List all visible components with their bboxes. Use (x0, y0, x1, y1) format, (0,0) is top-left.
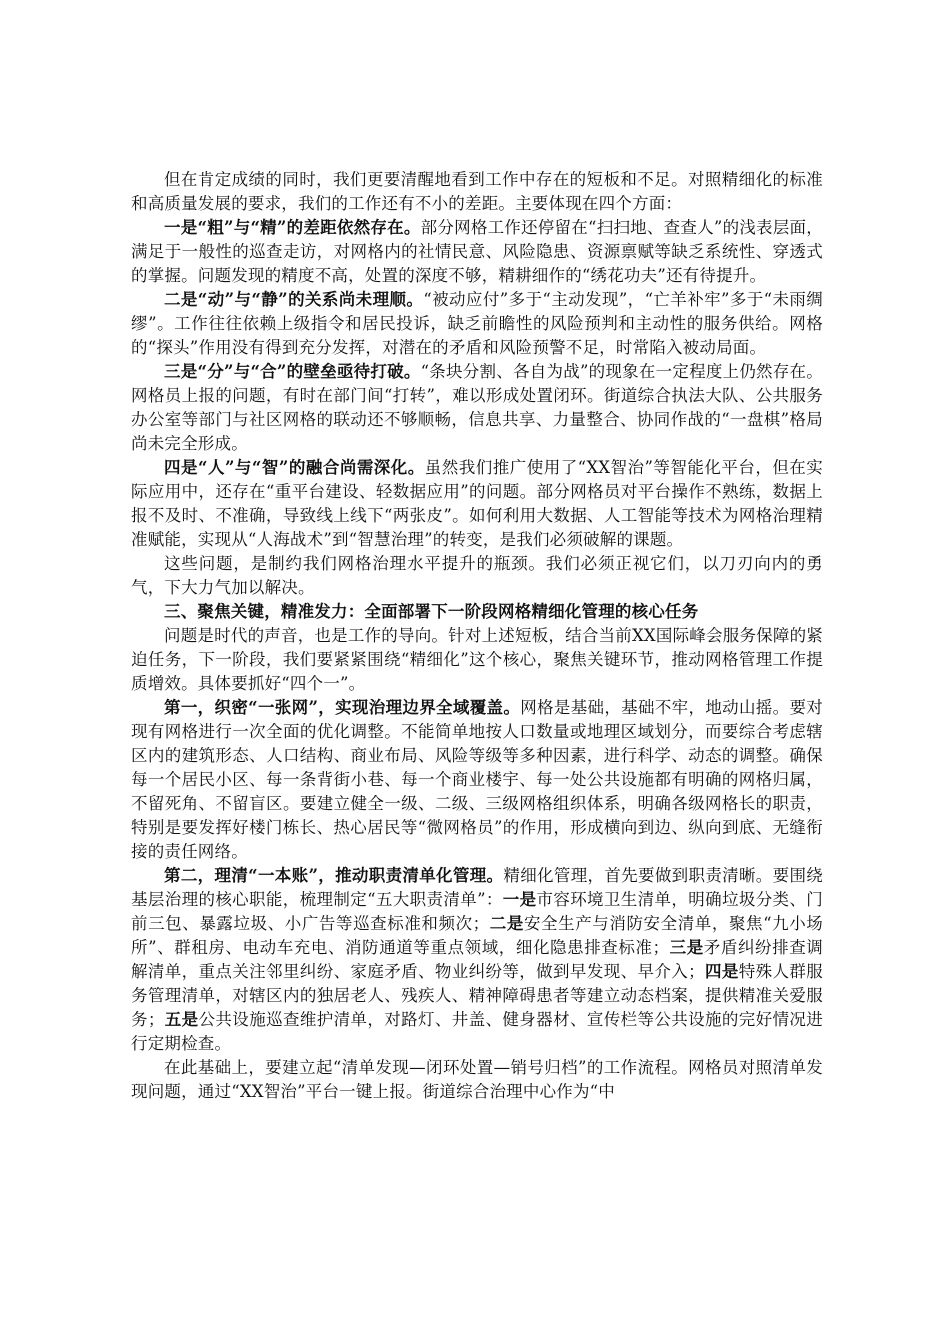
paragraph-shortcomings-intro: 但在肯定成绩的同时，我们更要清醒地看到工作中存在的短板和不足。对照精细化的标准和高质量发展的要求，我们的工作还有不小的差距。主要体现在四个方面： (131, 170, 823, 213)
task-one-body: 网格是基础，基础不牢，地动山摇。要对现有网格进行一次全面的优化调整。不能简单地按人口数量或地理区域划分，而要综合考虑辖区内的建筑形态、人口结构、商业布局、风险等级等多种因素，进行科学、动态的调整。确保每一个居民小区、每一条背街小巷、每一个商业楼宇、每一处公共设施都有明确的网格归属，不留死角、不留盲区。要建立健全一级、二级、三级网格组织体系，明确各级网格长的职责，特别是要发挥好楼门栋长、热心居民等“微网格员”的作用，形成横向到边、纵向到底、无缝衔接的责任网络。 (131, 698, 823, 861)
list-keyword-four: 四是 (704, 962, 739, 981)
list-item-three: 矛盾纠纷排查调解清单，重点关注邻里纠纷、家庭矛盾、物业纠纷等，做到早发现、早介入； (131, 938, 823, 981)
paragraph-point-two (131, 288, 823, 360)
list-item-one: 市容环境卫生清单，明确垃圾分类、门前三包、暴露垃圾、小广告等巡查标准和频次； (131, 890, 823, 933)
paragraph-task-two (131, 864, 823, 1056)
list-keyword-five: 五是 (164, 1010, 199, 1029)
list-keyword-one: 一是 (502, 890, 537, 909)
list-item-two: 安全生产与消防安全清单，聚焦“九小场所”、群租房、电动车充电、消防通道等重点领域，细化隐患排查标准； (131, 914, 823, 957)
list-item-four: 特殊人群服务管理清单，对辖区内的独居老人、残疾人、精神障碍患者等建立动态档案，提供精准关爱服务； (131, 962, 823, 1029)
paragraph-point-one (131, 216, 823, 288)
point-two-body: “被动应付”多于“主动发现”，“亡羊补牢”多于“未雨绸缪”。工作往往依赖上级指令和居民投诉，缺乏前瞻性的风险预判和主动性的服务供给。网格的“探头”作用没有得到充分发挥，对潜在的矛盾和风险预警不足，时常陷入被动局面。 (131, 290, 823, 357)
point-one-lead: 一是“粗”与“精”的差距依然存在。 (164, 218, 421, 237)
list-item-five: 公共设施巡查维护清单，对路灯、井盖、健身器材、宣传栏等公共设施的完好情况进行定期检查。 (131, 1010, 823, 1053)
paragraph-bottleneck: 这些问题，是制约我们网格治理水平提升的瓶颈。我们必须正视它们，以刀刃向内的勇气，下大力气加以解决。 (131, 554, 823, 597)
task-two-body-a: 精细化管理，首先要做到职责清晰。要围绕基层治理的核心职能，梳理制定“五大职责清单”： (131, 866, 823, 909)
point-four-body: 虽然我们推广使用了“XX智治”等智能化平台，但在实际应用中，还存在“重平台建设、轻数据应用”的问题。部分网格员对平台操作不熟练，数据上报不及时、不准确，导致线上线下“两张皮”。如何利用大数据、人工智能等技术为网格治理精准赋能，实现从“人海战术”到“智慧治理”的转变，是我们必须破解的课题。 (131, 458, 823, 549)
list-keyword-two: 二是 (489, 914, 524, 933)
point-one-body: 部分网格工作还停留在“扫扫地、查查人”的浅表层面，满足于一般性的巡查走访，对网格内的社情民意、风险隐患、资源禀赋等缺乏系统性、穿透式的掌握。问题发现的精度不高，处置的深度不够，精耕细作的“绣花功夫”还有待提升。 (131, 218, 823, 285)
point-three-lead: 三是“分”与“合”的壁垒亟待打破。 (164, 362, 421, 381)
task-two-lead: 第二，理清“一本账”，推动职责清单化管理。 (164, 866, 504, 885)
document-body (131, 168, 823, 1104)
paragraph-section-intro: 问题是时代的声音，也是工作的导向。针对上述短板，结合当前XX国际峰会服务保障的紧迫任务，下一阶段，我们要紧紧围绕“精细化”这个核心，聚焦关键环节，推动网格管理工作提质增效。具体要抓好“四个一”。 (131, 626, 823, 693)
paragraph-point-four (131, 456, 823, 552)
point-two-lead: 二是“动”与“静”的关系尚未理顺。 (164, 290, 424, 309)
point-four-lead: 四是“人”与“智”的融合尚需深化。 (164, 458, 425, 477)
section-heading-three: 三、聚焦关键，精准发力：全面部署下一阶段网格精细化管理的核心任务 (164, 602, 699, 621)
paragraph-workflow: 在此基础上，要建立起“清单发现—闭环处置—销号归档”的工作流程。网格员对照清单发现问题，通过“XX智治”平台一键上报。街道综合治理中心作为“中 (131, 1058, 823, 1101)
list-keyword-three: 三是 (669, 938, 704, 957)
paragraph-task-one (131, 696, 823, 864)
paragraph-point-three (131, 360, 823, 456)
point-three-body: “条块分割、各自为战”的现象在一定程度上仍然存在。网格员上报的问题，有时在部门间“打转”，难以形成处置闭环。街道综合执法大队、公共服务办公室等部门与社区网格的联动还不够顺畅，信息共享、力量整合、协同作战的“一盘棋”格局尚未完全形成。 (131, 362, 823, 453)
task-one-lead: 第一，织密“一张网”，实现治理边界全域覆盖。 (164, 698, 521, 717)
